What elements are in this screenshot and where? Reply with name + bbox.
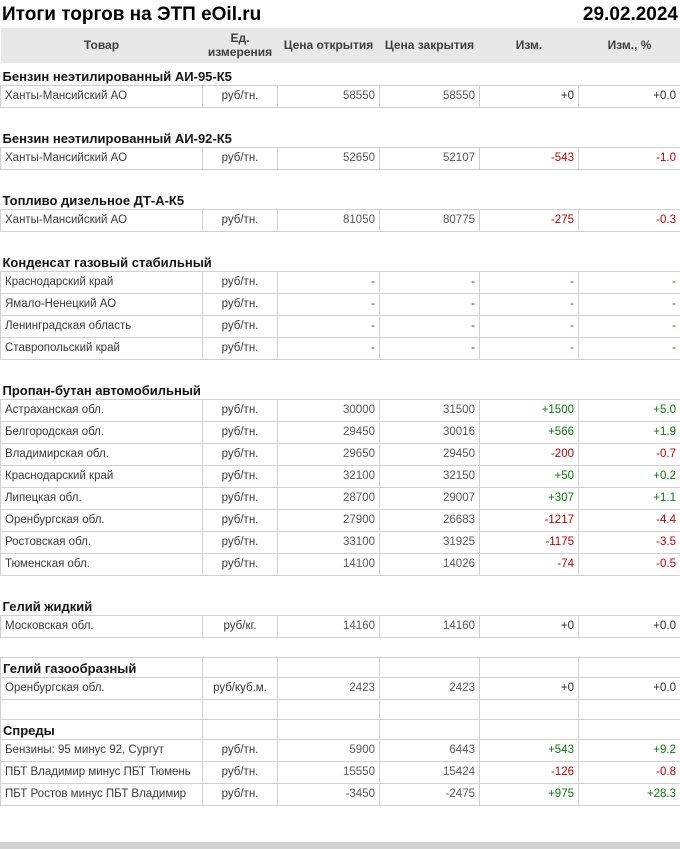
open-price-cell: -3450 <box>278 783 380 805</box>
change-pct-cell: -3.5 <box>579 531 680 553</box>
close-price-cell: 14026 <box>380 553 480 575</box>
product-cell: Ленинградская область <box>1 315 203 337</box>
change-pct-cell: +1.9 <box>579 421 680 443</box>
unit-cell: руб/тн. <box>203 85 278 107</box>
open-price-cell: 27900 <box>278 509 380 531</box>
col-header-change: Изм. <box>480 28 579 64</box>
spacer-cell <box>579 699 680 719</box>
product-cell: Бензины: 95 минус 92, Сургут <box>1 739 203 761</box>
close-price-cell: - <box>380 337 480 359</box>
change-cell: +975 <box>480 783 579 805</box>
spacer-cell <box>1 107 680 127</box>
section-title: Спреды <box>1 719 203 739</box>
unit-cell: руб/тн. <box>203 315 278 337</box>
table-row <box>1 739 680 761</box>
open-price-cell: 32100 <box>278 465 380 487</box>
spacer-cell <box>1 699 203 719</box>
table-row <box>1 443 680 465</box>
product-cell: Тюменская обл. <box>1 553 203 575</box>
section-title-row <box>1 251 680 271</box>
product-cell: Липецкая обл. <box>1 487 203 509</box>
spacer-cell <box>278 699 380 719</box>
section-title: Конденсат газовый стабильный <box>1 251 680 271</box>
product-cell: Ямало-Ненецкий АО <box>1 293 203 315</box>
product-cell: Ростовская обл. <box>1 531 203 553</box>
unit-cell: руб/тн. <box>203 399 278 421</box>
section-title-row <box>1 657 680 677</box>
section-empty-cell <box>480 719 579 739</box>
product-cell: Ставропольский край <box>1 337 203 359</box>
change-pct-cell: +5.0 <box>579 399 680 421</box>
unit-cell: руб/тн. <box>203 487 278 509</box>
change-pct-cell: +0.0 <box>579 615 680 637</box>
section-title-row <box>1 189 680 209</box>
section-empty-cell <box>579 719 680 739</box>
product-cell: Ханты-Мансийский АО <box>1 147 203 169</box>
section-title: Бензин неэтилированный АИ-92-К5 <box>1 127 680 147</box>
column-header-row <box>1 28 680 64</box>
close-price-cell: 32150 <box>380 465 480 487</box>
change-cell: - <box>480 271 579 293</box>
section-empty-cell <box>380 719 480 739</box>
product-cell: Краснодарский край <box>1 465 203 487</box>
table-row <box>1 337 680 359</box>
table-row <box>1 293 680 315</box>
section-title-row <box>1 64 680 85</box>
change-pct-cell: +28.3 <box>579 783 680 805</box>
change-cell: +0 <box>480 85 579 107</box>
unit-cell: руб/тн. <box>203 761 278 783</box>
open-price-cell: - <box>278 293 380 315</box>
close-price-cell: 31925 <box>380 531 480 553</box>
open-price-cell: 2423 <box>278 677 380 699</box>
close-price-cell: - <box>380 271 480 293</box>
section-title: Пропан-бутан автомобильный <box>1 379 680 399</box>
unit-cell: руб/кг. <box>203 615 278 637</box>
change-cell: -275 <box>480 209 579 231</box>
change-cell: +307 <box>480 487 579 509</box>
spacer-cell <box>1 169 680 189</box>
table-row <box>1 509 680 531</box>
product-cell: ПБТ Ростов минус ПБТ Владимир <box>1 783 203 805</box>
product-cell: Владимирская обл. <box>1 443 203 465</box>
product-cell: Астраханская обл. <box>1 399 203 421</box>
unit-cell: руб/тн. <box>203 421 278 443</box>
change-pct-cell: +1.1 <box>579 487 680 509</box>
open-price-cell: 28700 <box>278 487 380 509</box>
table-row <box>1 615 680 637</box>
table-row <box>1 783 680 805</box>
unit-cell: руб/тн. <box>203 783 278 805</box>
section-title: Бензин неэтилированный АИ-95-К5 <box>1 64 680 85</box>
section-title: Топливо дизельное ДТ-А-К5 <box>1 189 680 209</box>
close-price-cell: - <box>380 293 480 315</box>
table-row <box>1 85 680 107</box>
page-title: Итоги торгов на ЭТП eOil.ru <box>2 3 262 25</box>
close-price-cell: 29007 <box>380 487 480 509</box>
unit-cell: руб/тн. <box>203 293 278 315</box>
change-pct-cell: +0.0 <box>579 677 680 699</box>
change-pct-cell: -4.4 <box>579 509 680 531</box>
table-row <box>1 553 680 575</box>
change-cell: +50 <box>480 465 579 487</box>
table-row <box>1 677 680 699</box>
product-cell: Оренбургская обл. <box>1 677 203 699</box>
section-title-row <box>1 595 680 615</box>
table-row <box>1 487 680 509</box>
open-price-cell: 58550 <box>278 85 380 107</box>
change-pct-cell: +0.0 <box>579 85 680 107</box>
change-cell: +0 <box>480 615 579 637</box>
open-price-cell: 29650 <box>278 443 380 465</box>
unit-cell: руб/тн. <box>203 509 278 531</box>
spacer-row <box>1 169 680 189</box>
open-price-cell: - <box>278 337 380 359</box>
table-row <box>1 271 680 293</box>
spacer-row <box>1 575 680 595</box>
table-row <box>1 531 680 553</box>
change-pct-cell: +9.2 <box>579 739 680 761</box>
close-price-cell: 2423 <box>380 677 480 699</box>
change-pct-cell: - <box>579 271 680 293</box>
report-date: 29.02.2024 <box>582 3 678 25</box>
col-header-product: Товар <box>1 28 203 64</box>
section-title-row <box>1 379 680 399</box>
open-price-cell: 5900 <box>278 739 380 761</box>
unit-cell: руб/тн. <box>203 465 278 487</box>
change-cell: - <box>480 315 579 337</box>
col-header-close-price: Цена закрытия <box>380 28 480 64</box>
close-price-cell: 31500 <box>380 399 480 421</box>
unit-cell: руб/тн. <box>203 209 278 231</box>
col-header-open-price: Цена открытия <box>278 28 380 64</box>
change-cell: -200 <box>480 443 579 465</box>
open-price-cell: 30000 <box>278 399 380 421</box>
col-header-change-pct: Изм., % <box>579 28 680 64</box>
product-cell: Оренбургская обл. <box>1 509 203 531</box>
change-cell: +543 <box>480 739 579 761</box>
close-price-cell: 29450 <box>380 443 480 465</box>
change-pct-cell: - <box>579 337 680 359</box>
change-cell: -74 <box>480 553 579 575</box>
change-cell: - <box>480 293 579 315</box>
product-cell: Краснодарский край <box>1 271 203 293</box>
table-row <box>1 147 680 169</box>
close-price-cell: 15424 <box>380 761 480 783</box>
spacer-cell <box>1 637 680 657</box>
change-cell: -1175 <box>480 531 579 553</box>
section-empty-cell <box>278 657 380 677</box>
change-cell: - <box>480 337 579 359</box>
unit-cell: руб/тн. <box>203 443 278 465</box>
table-row <box>1 465 680 487</box>
close-price-cell: 6443 <box>380 739 480 761</box>
close-price-cell: 14160 <box>380 615 480 637</box>
section-title: Гелий газообразный <box>1 657 203 677</box>
close-price-cell: 30016 <box>380 421 480 443</box>
section-empty-cell <box>480 657 579 677</box>
change-cell: +0 <box>480 677 579 699</box>
spacer-row <box>1 699 680 719</box>
change-pct-cell: - <box>579 315 680 337</box>
open-price-cell: 14160 <box>278 615 380 637</box>
col-header-unit: Ед. измерения <box>203 28 278 64</box>
change-pct-cell: - <box>579 293 680 315</box>
change-pct-cell: -0.3 <box>579 209 680 231</box>
section-empty-cell <box>203 719 278 739</box>
change-pct-cell: -1.0 <box>579 147 680 169</box>
product-cell: Московская обл. <box>1 615 203 637</box>
open-price-cell: 14100 <box>278 553 380 575</box>
spacer-cell <box>380 699 480 719</box>
product-cell: ПБТ Владимир минус ПБТ Тюмень <box>1 761 203 783</box>
open-price-cell: 81050 <box>278 209 380 231</box>
spacer-row <box>1 107 680 127</box>
table-row <box>1 209 680 231</box>
report-header <box>0 0 680 28</box>
spacer-row <box>1 637 680 657</box>
open-price-cell: 52650 <box>278 147 380 169</box>
table-row <box>1 761 680 783</box>
section-empty-cell <box>278 719 380 739</box>
section-empty-cell <box>380 657 480 677</box>
table-row <box>1 315 680 337</box>
spacer-cell <box>1 575 680 595</box>
spacer-cell <box>1 231 680 251</box>
close-price-cell: 80775 <box>380 209 480 231</box>
section-title-row <box>1 719 680 739</box>
close-price-cell: - <box>380 315 480 337</box>
change-pct-cell: -0.7 <box>579 443 680 465</box>
close-price-cell: 52107 <box>380 147 480 169</box>
spacer-cell <box>203 699 278 719</box>
spacer-cell <box>1 359 680 379</box>
close-price-cell: 58550 <box>380 85 480 107</box>
section-title: Гелий жидкий <box>1 595 680 615</box>
product-cell: Ханты-Мансийский АО <box>1 85 203 107</box>
close-price-cell: -2475 <box>380 783 480 805</box>
close-price-cell: 26683 <box>380 509 480 531</box>
change-pct-cell: +0.2 <box>579 465 680 487</box>
product-cell: Ханты-Мансийский АО <box>1 209 203 231</box>
open-price-cell: 29450 <box>278 421 380 443</box>
product-cell: Белгородская обл. <box>1 421 203 443</box>
open-price-cell: 33100 <box>278 531 380 553</box>
change-cell: -1217 <box>480 509 579 531</box>
change-cell: -543 <box>480 147 579 169</box>
unit-cell: руб/тн. <box>203 531 278 553</box>
unit-cell: руб/куб.м. <box>203 677 278 699</box>
change-cell: +566 <box>480 421 579 443</box>
trading-results-table <box>0 28 680 806</box>
unit-cell: руб/тн. <box>203 147 278 169</box>
change-cell: -126 <box>480 761 579 783</box>
spacer-row <box>1 231 680 251</box>
open-price-cell: - <box>278 315 380 337</box>
section-empty-cell <box>579 657 680 677</box>
open-price-cell: - <box>278 271 380 293</box>
table-row <box>1 399 680 421</box>
change-pct-cell: -0.8 <box>579 761 680 783</box>
change-cell: +1500 <box>480 399 579 421</box>
spacer-cell <box>480 699 579 719</box>
section-empty-cell <box>203 657 278 677</box>
unit-cell: руб/тн. <box>203 337 278 359</box>
open-price-cell: 15550 <box>278 761 380 783</box>
spacer-row <box>1 359 680 379</box>
change-pct-cell: -0.5 <box>579 553 680 575</box>
window-bottom-bar <box>0 842 680 849</box>
unit-cell: руб/тн. <box>203 271 278 293</box>
unit-cell: руб/тн. <box>203 553 278 575</box>
section-title-row <box>1 127 680 147</box>
unit-cell: руб/тн. <box>203 739 278 761</box>
table-row <box>1 421 680 443</box>
